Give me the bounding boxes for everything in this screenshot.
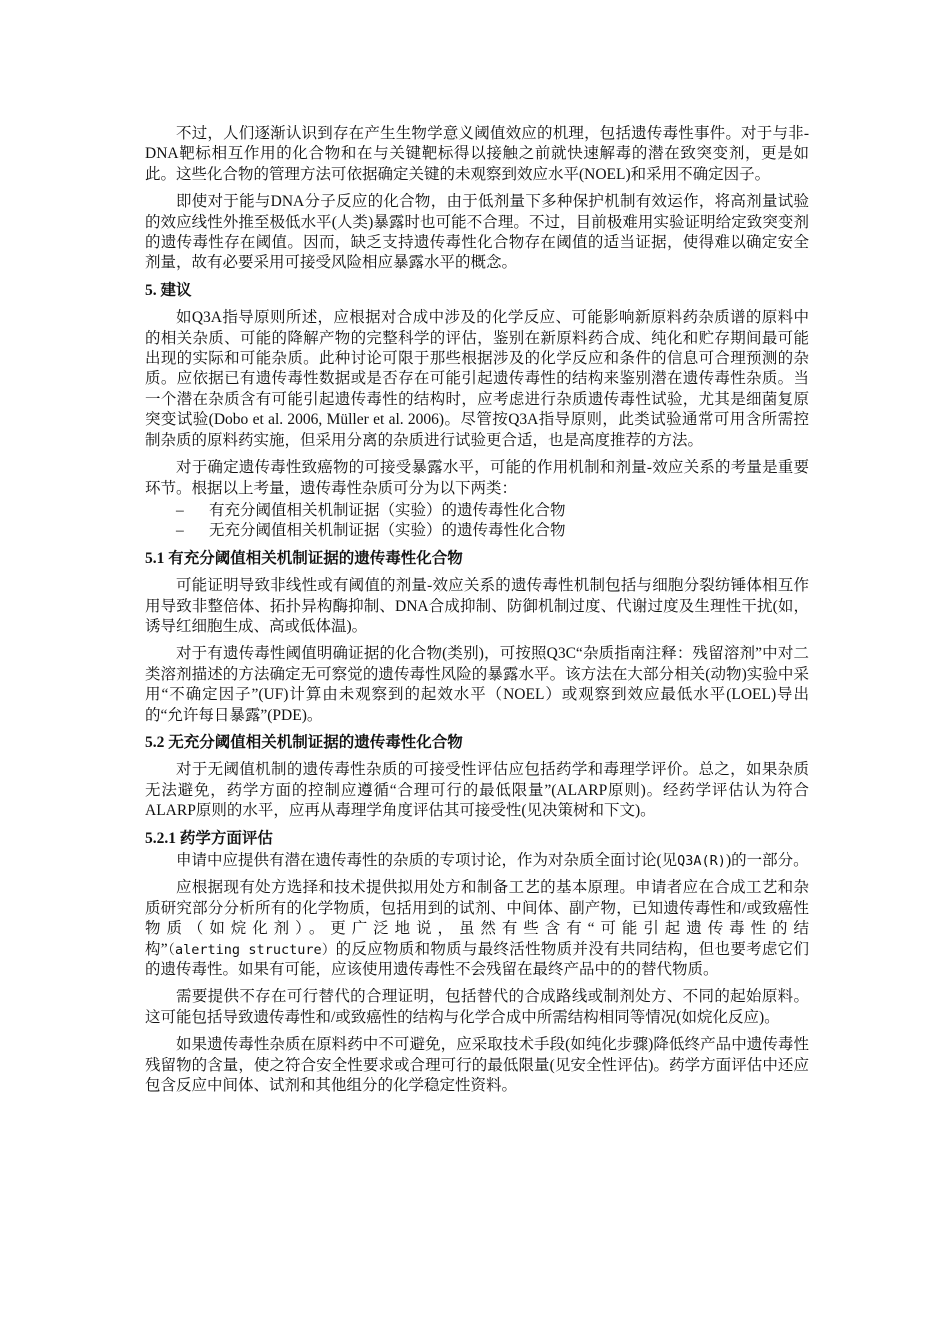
section-heading-5-2: 5.2 无充分阈值相关机制证据的遗传毒性化合物 [145, 733, 463, 751]
paragraph-text: 申请中应提供有潜在遗传毒性的杂质的专项讨论，作为对杂质全面讨论(见 [176, 852, 678, 869]
dash-marker: – [176, 522, 184, 540]
list-item-text: 有充分阈值相关机制证据（实验）的遗传毒性化合物 [209, 501, 566, 519]
paragraph-threshold-mechanism: 不过，人们逐渐认识到存在产生生物学意义阈值效应的机理，包括遗传毒性事件。对于与非-DNA靶标相互作用的化合物和在与关键靶标得以接触之前就快速解毒的潜在致突变剂，更是如此。这些化合物的管理方法可依据确定关键的未观察到效应水平(NOEL)和采用不确定因子。 [145, 125, 809, 183]
paragraph-acceptable-exposure: 对于确定遗传毒性致癌物的可接受暴露水平，可能的作用机制和剂量-效应关系的考量是重要环节。根据以上考量，遗传毒性杂质可分为以下两类： [145, 459, 809, 497]
paragraph-text: 应根据现有处方选择和技术提供拟用处方和制备工艺的基本原理。申请者应在合成工艺和杂质研究部分分析所有的化学物质，包括用到的试剂、中间体、副产物，已知遗传毒性和/或致癌性物质（如烷化剂）。更广泛地说，虽然有些含有“可能引起遗传毒性的结构” [145, 879, 809, 958]
list-item [145, 501, 809, 521]
section-heading-5: 5. 建议 [145, 281, 192, 299]
paragraph-text: 的反应物质和物质与最终活性物质并没有共同结构，但也要考虑它们的遗传毒性。如果有可能，应该使用遗传毒性不会残留在最终产品中的的替代物质。 [145, 940, 809, 979]
category-list [145, 501, 809, 542]
paragraph-impurity-discussion [145, 851, 809, 871]
paragraph-q3a-guideline: 如Q3A指导原则所述，应根据对合成中涉及的化学反应、可能影响新原料药杂质谱的原料中的相关杂质、可能的降解产物的完整科学的评估，鉴别在新原料药合成、纯化和贮存期间最可能出现的实际和可能杂质。此种讨论可限于那些根据涉及的化学反应和条件的信息可合理预测的杂质。应依据已有遗传毒性数据或是否存在可能引起遗传毒性的结构来鉴别潜在遗传毒性杂质。当一个潜在杂质含有可能引起遗传毒性的结构时，应考虑进行杂质遗传毒性试验，尤其是细菌复原突变试验(Dobo et al. 2006, Müller et al. 2006)。尽管按Q3A指导原则，此类试验通常可用含所需控制杂质的原料药实施，但采用分离的杂质进行试验更合适，也是高度推荐的方法。 [145, 309, 809, 449]
paragraph-nonlinear-mechanisms: 可能证明导致非线性或有阈值的剂量-效应关系的遗传毒性机制包括与细胞分裂纺锤体相互作用导致非整倍体、拓扑异构酶抑制、DNA合成抑制、防御机制过度、代谢过度及生理性干扰(如，诱导红细胞生成、高或低体温)。 [145, 577, 809, 635]
alerting-structure-term: （alerting structure） [167, 941, 336, 958]
list-item-text: 无充分阈值相关机制证据（实验）的遗传毒性化合物 [209, 522, 566, 540]
dash-marker: – [176, 501, 184, 519]
section-heading-5-2-1: 5.2.1 药学方面评估 [145, 829, 273, 847]
paragraph-alarp: 对于无阈值机制的遗传毒性杂质的可接受性评估应包括药学和毒理学评价。总之，如果杂质无法避免，药学方面的控制应遵循“合理可行的最低限量”(ALARP原则)。经药学评估认为符合ALARP原则的水平，应再从毒理学角度评估其可接受性(见决策树和下文)。 [145, 761, 809, 820]
paragraph-dna-reactive: 即使对于能与DNA分子反应的化合物，由于低剂量下多种保护机制有效运作，将高剂量试验的效应线性外推至极低水平(人类)暴露时也可能不合理。不过，目前极难用实验证明给定致突变剂的遗传毒性存在阈值。因而，缺乏支持遗传毒性化合物存在阈值的适当证据，使得难以确定安全剂量，故有必要采用可接受风险相应暴露水平的概念。 [145, 193, 809, 272]
paragraph-process-rationale [145, 878, 809, 980]
paragraph-text: )的一部分。 [725, 852, 809, 869]
document-page [145, 124, 809, 1103]
guideline-reference: Q3A(R) [677, 853, 726, 869]
paragraph-pde-method: 对于有遗传毒性阈值明确证据的化合物(类别)，可按照Q3C“杂质指南注释：残留溶剂”中对二类溶剂描述的方法确定无可察觉的遗传毒性风险的暴露水平。该方法在大部分相关(动物)实验中采用“不确定因子”(UF)计算由未观察到的起效水平（NOEL）或观察到效应最低水平(LOEL)导出的“允许每日暴露”(PDE)。 [145, 645, 809, 724]
paragraph-alternatives: 需要提供不存在可行替代的合理证明，包括替代的合成路线或制剂处方、不同的起始原料。这可能包括导致遗传毒性和/或致癌性的结构与化学合成中所需结构相同等情况(如烷化反应)。 [145, 988, 809, 1026]
section-heading-5-1: 5.1 有充分阈值相关机制证据的遗传毒性化合物 [145, 549, 463, 567]
list-item [145, 521, 809, 541]
paragraph-technical-reduction: 如果遗传毒性杂质在原料药中不可避免，应采取技术手段(如纯化步骤)降低终产品中遗传毒性残留物的含量，使之符合安全性要求或合理可行的最低限量(见安全性评估)。药学方面评估中还应包含反应中间体、试剂和其他组分的化学稳定性资料。 [145, 1036, 809, 1095]
